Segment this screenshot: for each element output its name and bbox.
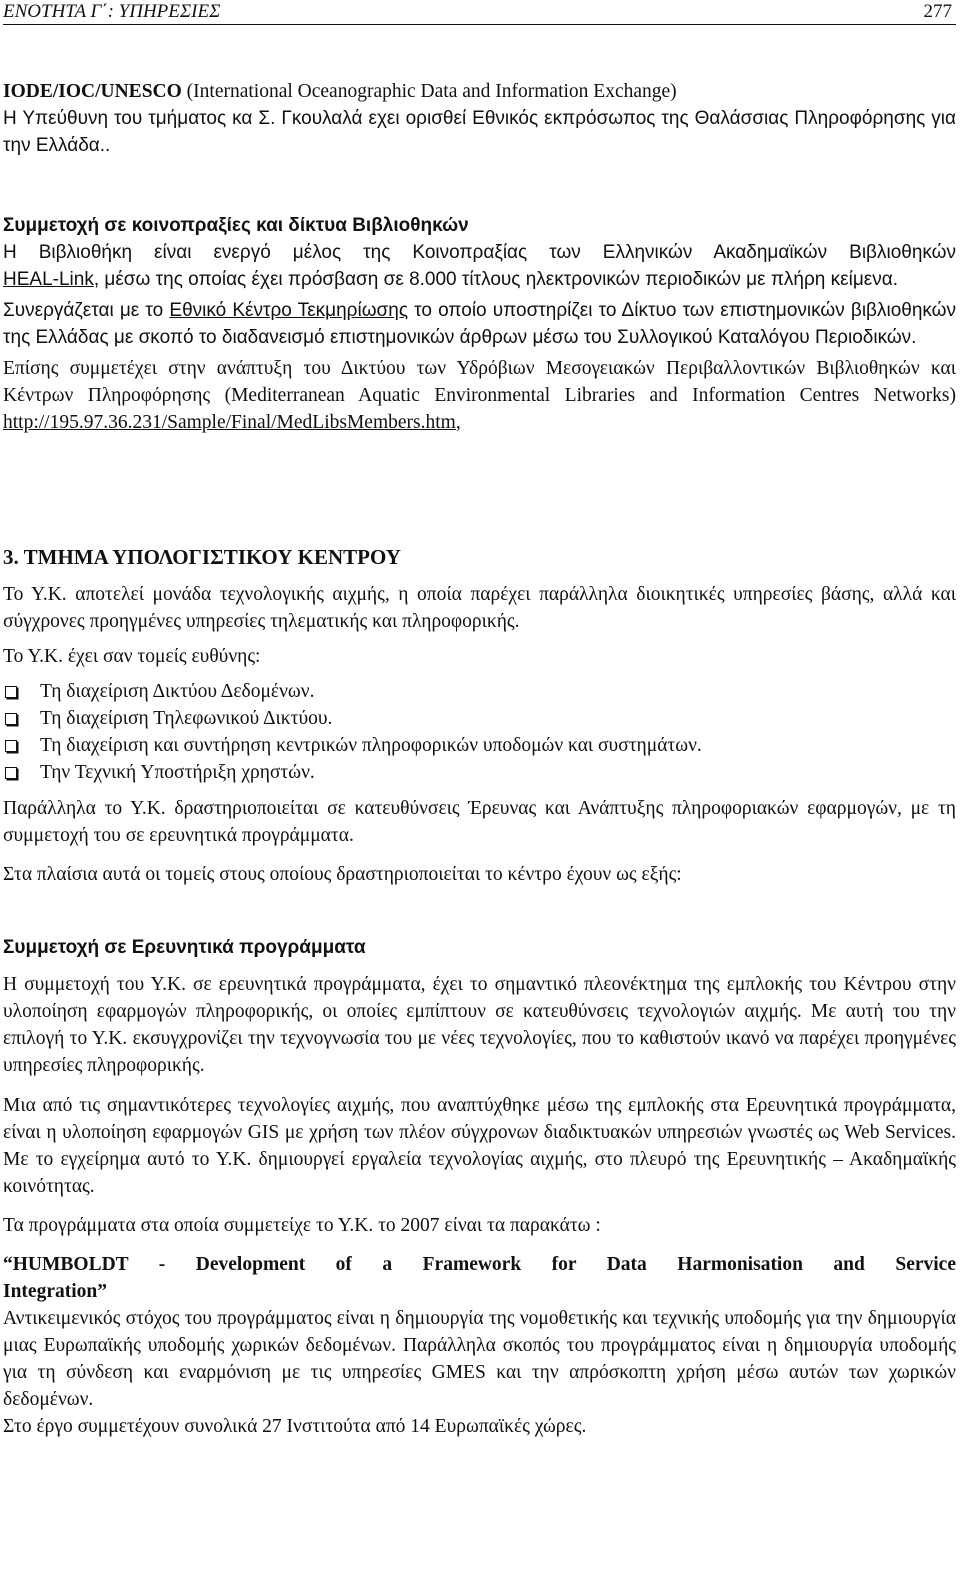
consortia-p2-b: το οποίο υποστηρίζει το Δίκτυο των επιστημονικών βιβλιοθηκών της Ελλάδας με σκοπό το διαδανεισμό επιστημονικών άρθρων μέσω του Συλλογικού Καταλόγου Περιοδικών. bbox=[3, 300, 956, 348]
list-item bbox=[3, 732, 956, 759]
humboldt-title-line2: Integration” bbox=[3, 1281, 107, 1302]
list-item bbox=[3, 759, 956, 786]
cc-p3: Παράλληλα το Υ.Κ. δραστηριοποιείται σε κατευθύνσεις Έρευνας και Ανάπτυξης πληροφοριακών εφαρμογών, με τη συμμετοχή του σε ερευνητικά προγράμματα. bbox=[3, 798, 956, 846]
list-item-text: Τη διαχείριση και συντήρηση κεντρικών πληροφορικών υποδομών και συστημάτων. bbox=[40, 735, 702, 756]
research-p2: Μια από τις σημαντικότερες τεχνολογίες αιχμής, που αναπτύχθηκε μέσω της εμπλοκής στα Ερευνητικά προγράμματα, είναι η υλοποίηση εφαρμογών GIS με χρήση των πλέον σύγχρονων διαδικτυακών υπηρεσιών γνωστές ως Web Services. Με το εγχείρημα αυτό το Υ.Κ. δημιουργεί εργαλεία τεχνολογίας αιχμής, στο πλευρό της Ερευνητικής – Ακαδημαϊκής κοινότητας. bbox=[3, 1095, 956, 1197]
consortia-p2-a: Συνεργάζεται με το bbox=[3, 300, 170, 321]
consortia-collab bbox=[3, 297, 956, 436]
page-number: 277 bbox=[923, 1, 952, 22]
iode-title-rest: (International Oceanographic Data and Information Exchange) bbox=[181, 81, 677, 102]
iode-title bbox=[3, 78, 956, 105]
consortia-p3-text: Επίσης συμμετέχει στην ανάπτυξη του Δικτύου των Υδρόβιων Μεσογειακών Περιβαλλοντικών Βιβλιοθηκών και Κέντρων Πληροφόρησης (Mediterranean Aquatic Environmental Libraries and Information Centres Networks) bbox=[3, 358, 956, 406]
computer-center-section bbox=[3, 544, 956, 888]
consortia-p1-cont bbox=[3, 266, 956, 293]
section-title: ΕΝΟΤΗΤΑ Γ΄: ΥΠΗΡΕΣΙΕΣ bbox=[3, 1, 221, 22]
list-item-text: Την Τεχνική Υποστήριξη χρηστών. bbox=[40, 762, 315, 783]
list-item bbox=[3, 678, 956, 705]
list-item-text: Τη διαχείριση Δικτύου Δεδομένων. bbox=[40, 681, 315, 702]
humboldt-p2: Στο έργο συμμετέχουν συνολικά 27 Ινστιτούτα από 14 Ευρωπαϊκές χώρες. bbox=[3, 1416, 587, 1437]
consortia-p3 bbox=[3, 355, 956, 436]
consortia-p2 bbox=[3, 297, 956, 351]
consortia-p1: Η Βιβλιοθήκη είναι ενεργό μέλος της Κοινοπραξίας των Ελληνικών Ακαδημαϊκών Βιβλιοθηκών bbox=[3, 242, 956, 263]
responsibility-list bbox=[3, 678, 956, 786]
heal-link[interactable]: HEAL-Link bbox=[3, 269, 94, 290]
research-p3: Τα προγράμματα στα οποία συμμετείχε το Υ.Κ. το 2007 είναι τα παρακάτω : bbox=[3, 1215, 601, 1236]
list-item-text: Τη διαχείριση Τηλεφωνικού Δικτύου. bbox=[40, 708, 333, 729]
consortia-p1-rest: , μέσω της οποίας έχει πρόσβαση σε 8.000 τίτλους ηλεκτρονικών περιοδικών με πλήρη κείμενα. bbox=[93, 269, 899, 290]
iode-section bbox=[3, 78, 956, 159]
consortia-p3-end: , bbox=[455, 412, 461, 433]
running-header bbox=[3, 0, 956, 25]
research-p1: Η συμμετοχή του Υ.Κ. σε ερευνητικά προγράμματα, έχει το σημαντικό πλεονέκτημα της εμπλοκής του Κέντρου στην υλοποίηση εφαρμογών πληροφορικής, οι οποίες εμπίπτουν σε κατευθύνσεις τεχνολογιών αιχμής. Με αυτή του την επιλογή το Υ.Κ. εκσυγχρονίζει την τεχνογνωσία του με νέες τεχνολογίες, που το καθιστούν ικανό να παρέχει προηγμένες υπηρεσίες πληροφορικής. bbox=[3, 974, 956, 1076]
checkbox-bullet-icon bbox=[5, 713, 17, 725]
checkbox-bullet-icon bbox=[5, 767, 17, 779]
list-item bbox=[3, 705, 956, 732]
cc-p2: Το Υ.Κ. έχει σαν τομείς ευθύνης: bbox=[3, 646, 261, 667]
research-heading: Συμμετοχή σε Ερευνητικά προγράμματα bbox=[3, 937, 366, 958]
research-section bbox=[3, 934, 956, 1239]
iode-title-bold: IODE/IOC/UNESCO bbox=[3, 81, 182, 102]
cc-p1: Το Υ.Κ. αποτελεί μονάδα τεχνολογικής αιχμής, η οποία παρέχει παράλληλα διοικητικές υπηρεσίες βάσης, αλλά και σύγχρονες προηγμένες υπηρεσίες τηλεματικής και πληροφορικής. bbox=[3, 584, 956, 632]
medlibs-link[interactable]: http://195.97.36.231/Sample/Final/MedLibsMembers.htm bbox=[3, 412, 456, 433]
computer-center-heading: 3. ΤΜΗΜΑ ΥΠΟΛΟΓΙΣΤΙΚΟΥ ΚΕΝΤΡΟΥ bbox=[3, 545, 401, 569]
ekt-link[interactable]: Εθνικό Κέντρο Τεκμηρίωσης bbox=[169, 300, 408, 321]
checkbox-bullet-icon bbox=[5, 740, 17, 752]
humboldt-section bbox=[3, 1251, 956, 1440]
iode-text: Η Υπεύθυνη του τμήματος κα Σ. Γκουλαλά εχει ορισθεί Εθνικός εκπρόσωπος της Θαλάσσιας Πληροφόρησης για την Ελλάδα.. bbox=[3, 108, 956, 156]
consortia-heading: Συμμετοχή σε κοινοπραξίες και δίκτυα Βιβλιοθηκών bbox=[3, 215, 469, 236]
consortia-section bbox=[3, 212, 956, 293]
checkbox-bullet-icon bbox=[5, 686, 17, 698]
humboldt-title-line1: “HUMBOLDT - Development of a Framework for Data Harmonisation and Service bbox=[3, 1254, 956, 1275]
cc-p4: Στα πλαίσια αυτά οι τομείς στους οποίους δραστηριοποιείται το κέντρο έχουν ως εξής: bbox=[3, 864, 682, 885]
humboldt-p1: Αντικειμενικός στόχος του προγράμματος είναι η δημιουργία της νομοθετικής και τεχνικής υποδομής για την δημιουργία μιας Ευρωπαϊκής υποδομής χωρικών δεδομένων. Παράλληλα σκοπός του προγράμματος είναι η δημιουργία υποδομής για τη σύνδεση και εναρμόνιση με τις υπηρεσίες GMES και την απρόσκοπτη χρήση μέσω αυτών των χωρικών δεδομένων. bbox=[3, 1308, 956, 1410]
